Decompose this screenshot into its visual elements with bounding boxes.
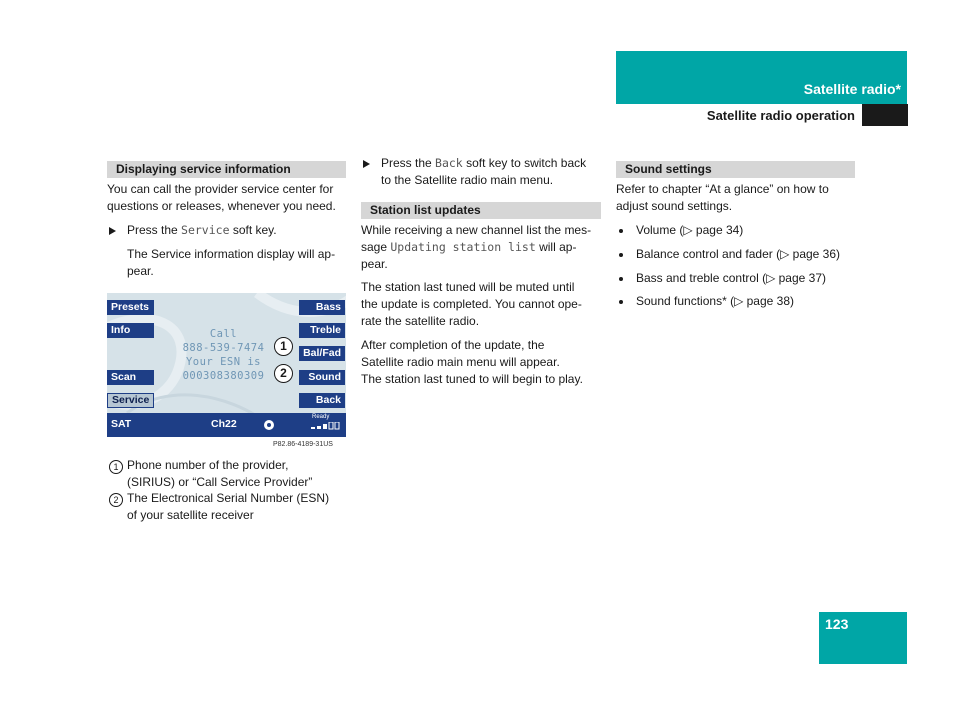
callout-1: 1 bbox=[274, 337, 293, 356]
p2-line-2: the update is completed. You cannot ope- bbox=[361, 297, 582, 311]
step-press-service bbox=[127, 222, 277, 239]
softkey-info[interactable]: Info bbox=[107, 323, 154, 338]
softkey-name-service: Service bbox=[181, 223, 230, 237]
bullet-icon bbox=[619, 300, 623, 304]
p2-line-3: rate the satellite radio. bbox=[361, 314, 480, 328]
softkey-bass[interactable]: Bass bbox=[299, 300, 345, 315]
p1-text: sage bbox=[361, 240, 391, 254]
bullet-sound-functions: Sound functions* (▷ page 38) bbox=[636, 294, 794, 308]
p3-line-2: Satellite radio main menu will appear. bbox=[361, 355, 560, 369]
heading-sound-settings: Sound settings bbox=[616, 161, 855, 178]
display-esn-label: Your ESN is bbox=[185, 356, 262, 368]
signal-strength-icon bbox=[311, 422, 341, 431]
display-call-label: Call bbox=[209, 328, 238, 340]
display-esn-number: 000308380309 bbox=[182, 370, 265, 382]
step-line-2: to the Satellite radio main menu. bbox=[381, 173, 554, 187]
step-text-end: soft key. bbox=[229, 223, 277, 237]
status-band: SAT bbox=[111, 418, 132, 430]
intro-line-2: adjust sound settings. bbox=[616, 199, 733, 213]
softkey-sound[interactable]: Sound bbox=[299, 370, 345, 385]
bullet-volume: Volume (▷ page 34) bbox=[636, 223, 744, 237]
step-arrow-icon bbox=[109, 227, 116, 235]
heading-station-list: Station list updates bbox=[361, 202, 601, 219]
status-disc-icon bbox=[264, 420, 274, 430]
step-arrow-icon bbox=[363, 160, 370, 168]
result-line-1: The Service information display will ap- bbox=[127, 247, 336, 261]
softkey-service[interactable]: Service bbox=[107, 393, 154, 408]
bullet-icon bbox=[619, 253, 623, 257]
step-text: Press the bbox=[381, 156, 436, 170]
page-number: 123 bbox=[825, 616, 849, 632]
result-line-2: pear. bbox=[127, 264, 154, 278]
display-phone-number: 888-539-7474 bbox=[182, 342, 265, 354]
section-title: Satellite radio operation bbox=[706, 108, 855, 123]
p3-line-1: After completion of the update, the bbox=[361, 338, 545, 352]
p1-line-1: While receiving a new channel list the mes- bbox=[361, 223, 592, 237]
step-text-end: soft key to switch back bbox=[462, 156, 587, 170]
service-info-display bbox=[107, 293, 346, 437]
softkey-scan[interactable]: Scan bbox=[107, 370, 154, 385]
softkey-back[interactable]: Back bbox=[299, 393, 345, 408]
softkey-bal-fad[interactable]: Bal/Fad bbox=[299, 346, 345, 361]
status-channel: Ch22 bbox=[211, 418, 237, 430]
note-number-1: 1 bbox=[109, 460, 123, 474]
bullet-bass-treble: Bass and treble control (▷ page 37) bbox=[636, 271, 827, 285]
p2-line-1: The station last tuned will be muted until bbox=[361, 280, 575, 294]
intro-line-2: questions or releases, whenever you need. bbox=[107, 199, 336, 213]
note-2-line-1: The Electronical Serial Number (ESN) bbox=[127, 491, 330, 505]
p3-line-3: The station last tuned to will begin to play. bbox=[361, 372, 583, 386]
step-text: Press the bbox=[127, 223, 182, 237]
intro-line-1: You can call the provider service center for bbox=[107, 182, 334, 196]
note-number-2: 2 bbox=[109, 493, 123, 507]
message-updating-station-list: Updating station list bbox=[390, 240, 536, 254]
step-press-back bbox=[381, 155, 586, 172]
bullet-icon bbox=[619, 277, 623, 281]
bullet-icon bbox=[619, 229, 623, 233]
softkey-name-back: Back bbox=[435, 156, 463, 170]
bullet-balance-fader: Balance control and fader (▷ page 36) bbox=[636, 247, 841, 261]
callout-2: 2 bbox=[274, 364, 293, 383]
heading-service-info: Displaying service information bbox=[107, 161, 346, 178]
softkey-treble[interactable]: Treble bbox=[299, 323, 345, 338]
header-marker-block bbox=[862, 104, 908, 126]
figure-id: P82.86-4189-31US bbox=[273, 441, 333, 448]
display-status-bar bbox=[107, 413, 346, 437]
intro-line-1: Refer to chapter “At a glance” on how to bbox=[616, 182, 829, 196]
p1-text-end: will ap- bbox=[535, 240, 577, 254]
note-1-line-1: Phone number of the provider, bbox=[127, 458, 289, 472]
softkey-presets[interactable]: Presets bbox=[107, 300, 154, 315]
chapter-title: Satellite radio* bbox=[803, 81, 901, 97]
status-ready: Ready bbox=[312, 414, 330, 420]
note-2-line-2: of your satellite receiver bbox=[127, 508, 254, 522]
p1-line-2 bbox=[361, 239, 576, 256]
p1-line-3: pear. bbox=[361, 257, 388, 271]
note-1-line-2: (SIRIUS) or “Call Service Provider” bbox=[127, 475, 313, 489]
